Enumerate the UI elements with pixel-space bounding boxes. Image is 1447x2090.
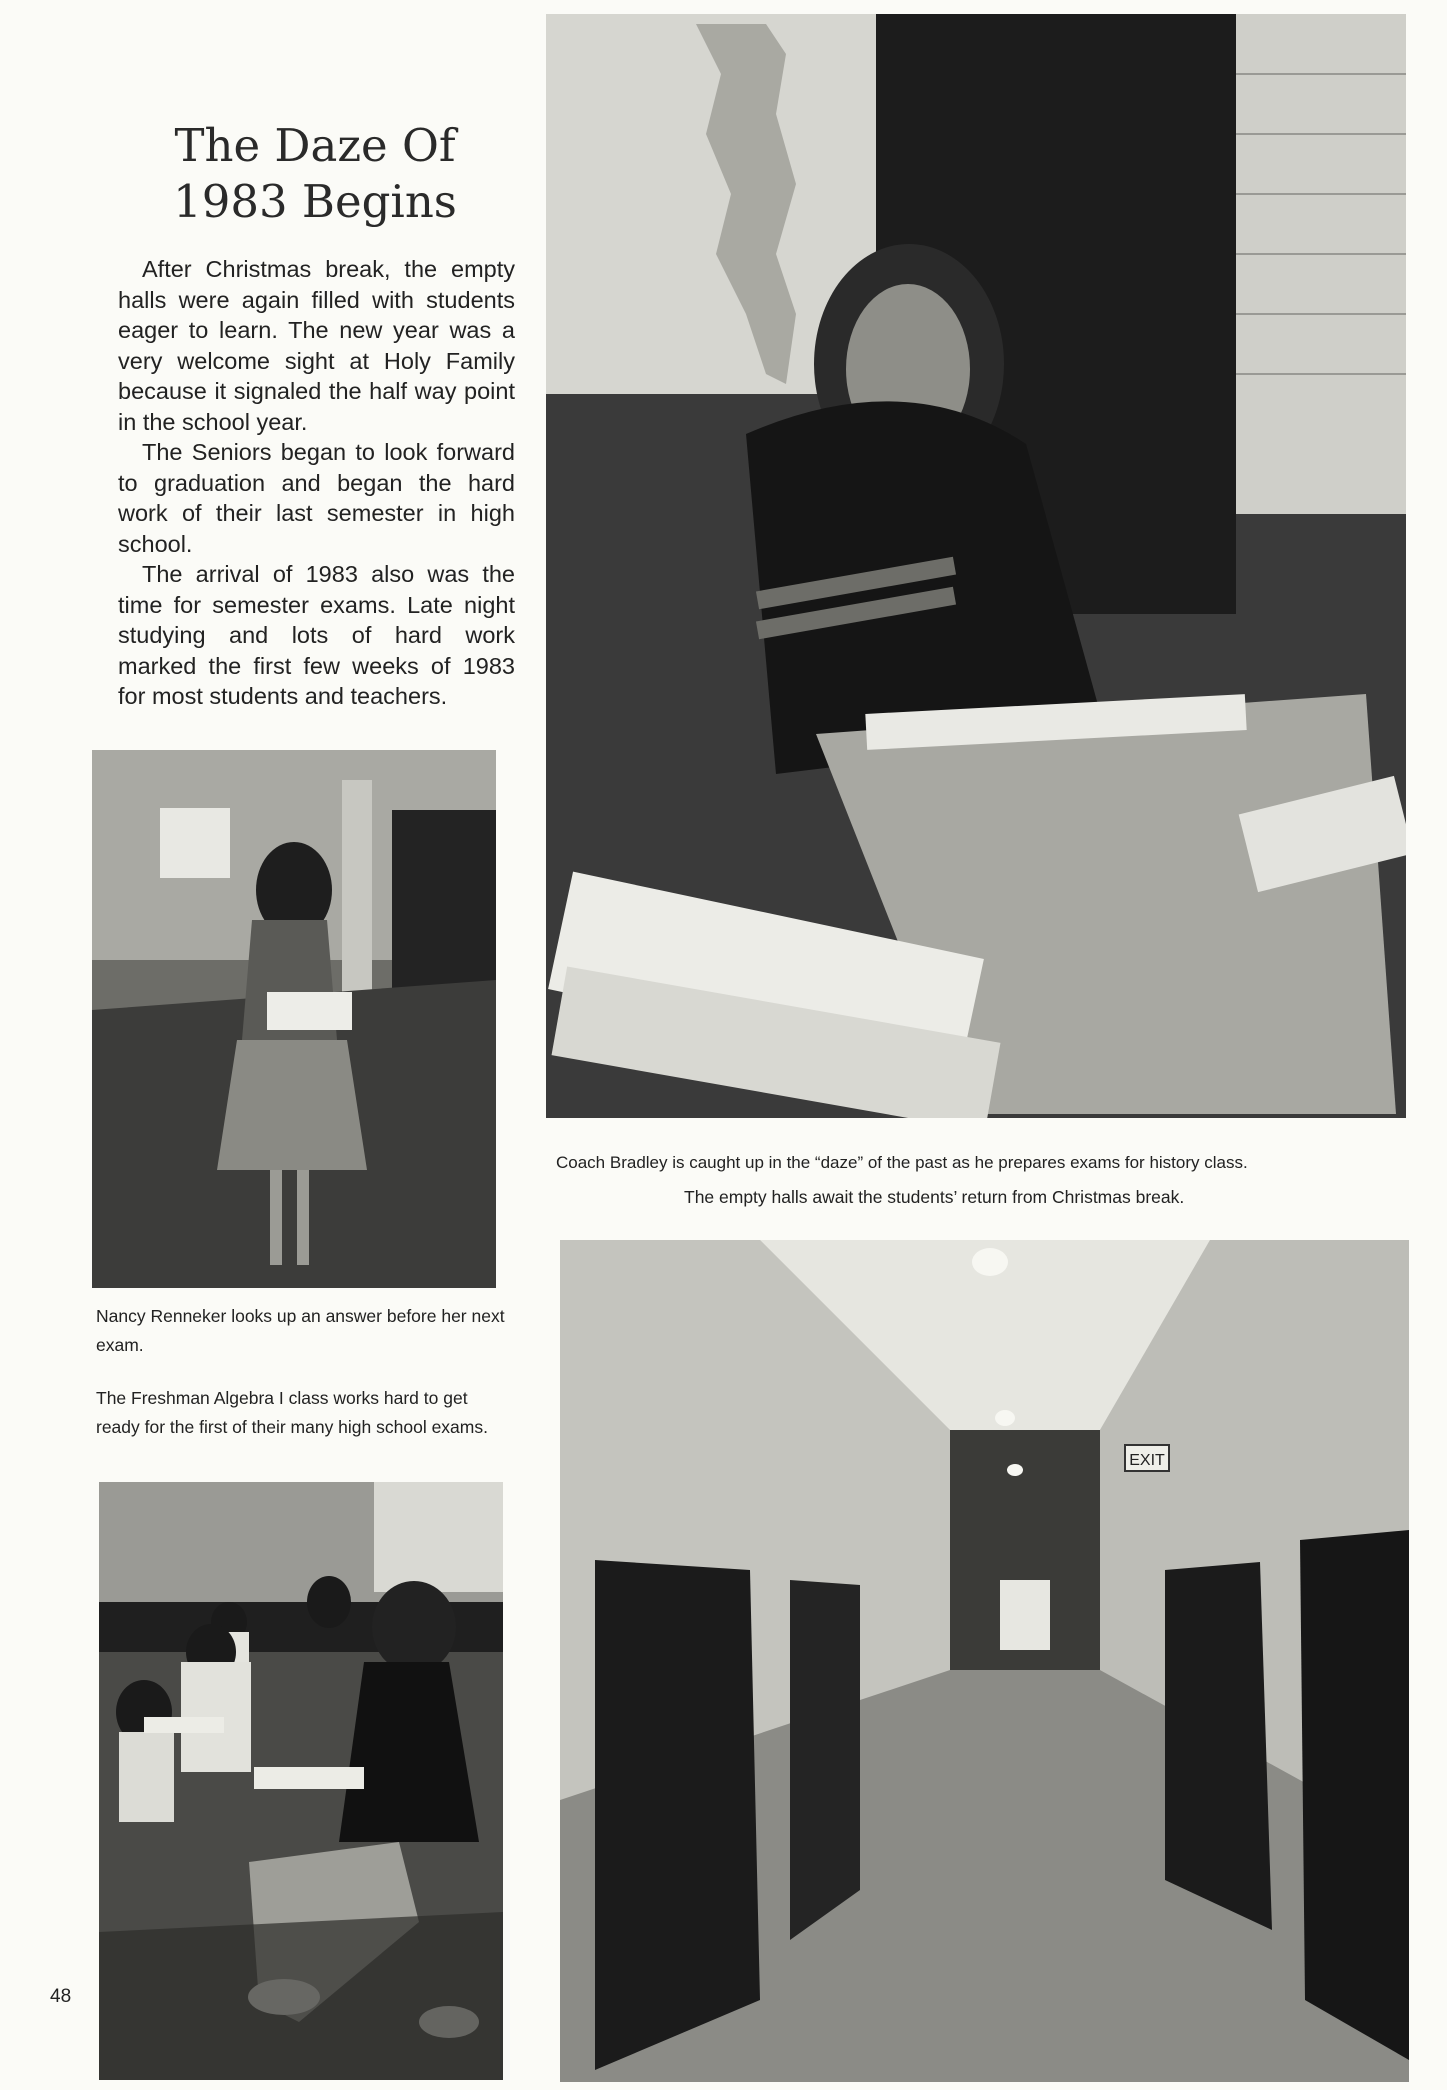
page-number: 48 — [50, 1986, 72, 2007]
caption-nancy-renneker: Nancy Renneker looks up an answer before her next exam. — [96, 1306, 505, 1355]
photo-coach-bradley — [546, 14, 1406, 1118]
photo-nancy-renneker — [92, 750, 496, 1288]
body-paragraph: After Christmas break, the empty halls were again filled with students eager to learn. The new year was a very welcome sight at Holy Family because it signaled the half way point in the school year. — [118, 256, 515, 435]
photo-empty-hallway — [560, 1240, 1409, 2082]
caption-empty-halls: The empty halls await the students’ return from Christmas break. — [684, 1187, 1185, 1207]
caption-algebra-class: The Freshman Algebra I class works hard to get ready for the first of their many high school exams. — [96, 1388, 488, 1437]
body-paragraph: The Seniors began to look forward to graduation and began the hard work of their last semester in high school. — [118, 439, 515, 557]
body-paragraph: The arrival of 1983 also was the time for semester exams. Late night studying and lots of hard work marked the first few weeks of 1983 for most students and teachers. — [118, 561, 515, 709]
title-line-2: 1983 Begins — [173, 175, 457, 228]
photo-algebra-class — [99, 1482, 503, 2080]
caption-coach-bradley: Coach Bradley is caught up in the “daze” of the past as he prepares exams for history class. — [556, 1153, 1248, 1172]
exit-sign: EXIT — [1129, 1452, 1165, 1469]
page-title — [120, 118, 510, 230]
title-line-1: The Daze Of — [174, 119, 456, 172]
article-body — [118, 254, 515, 712]
